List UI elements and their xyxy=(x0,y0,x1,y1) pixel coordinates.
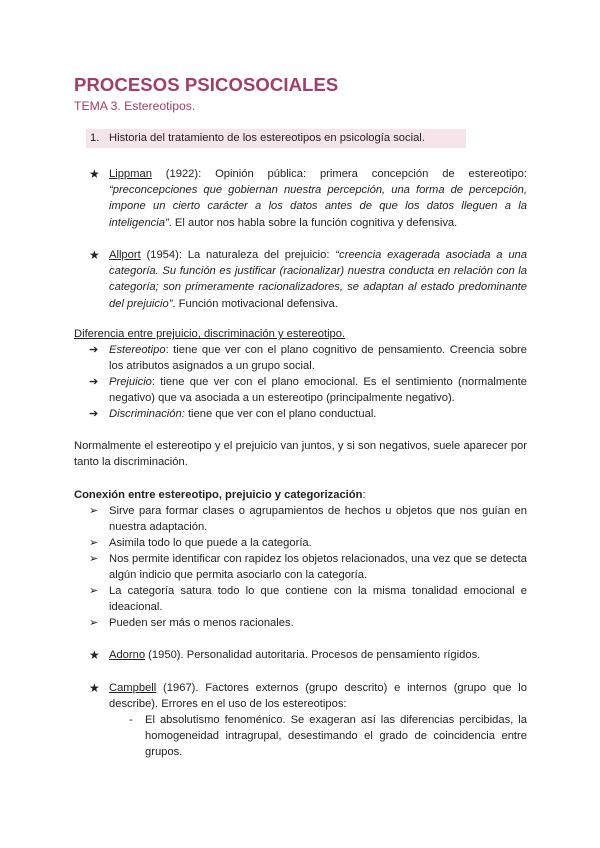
conexion-heading: Conexión entre estereotipo, prejuicio y categorización: xyxy=(74,489,366,501)
list-item: Sirve para formar clases o agrupamientos de hechos u objetos que nos guían en nuestra adaptación. xyxy=(109,505,527,534)
document-subtitle: TEMA 3. Estereotipos. xyxy=(74,99,196,113)
author-lippman: Lippman xyxy=(109,168,152,180)
author-allport: Allport xyxy=(109,249,141,261)
section-heading-text: Historia del tratamiento de los estereotipos en psicología social. xyxy=(109,132,425,144)
arrow-bullet-icon: ➔ xyxy=(89,344,99,356)
dash-bullet-icon: - xyxy=(129,714,133,726)
star-bullet-icon: ★ xyxy=(89,248,100,262)
document-title: PROCESOS PSICOSOCIALES xyxy=(74,74,339,95)
allport-paragraph: Allport (1954): La naturaleza del prejuicio: “creencia exagerada asociada a una categoría. Su función es justificar (racionalizar) nuestra conducta en relación con la categoría; son primeramente racionalizadores, se adaptan al estado predominante del prejuicio”. Función motivacional defensiva. xyxy=(109,249,527,310)
section-heading-highlight xyxy=(86,129,466,148)
list-item: La categoría satura todo lo que contiene con la misma tonalidad emocional e ideacional. xyxy=(109,585,527,614)
triangle-bullet-icon: ➢ xyxy=(89,553,99,565)
campbell-paragraph: Campbell (1967). Factores externos (grupo descrito) e internos (grupo que lo describe). Errores en el uso de los estereotipos: xyxy=(109,682,527,711)
list-item: Nos permite identificar con rapidez los objetos relacionados, una vez que se detecta algún indicio que permita asociarlo con la categoría. xyxy=(109,553,527,582)
triangle-bullet-icon: ➢ xyxy=(89,617,99,629)
lippman-paragraph: Lippman (1922): Opinión pública: primera concepción de estereotipo: “preconcepciones que gobiernan nuestra percepción, una forma de percepción, impone un cierto carácter a los datos antes de que los datos lleguen a la inteligencia”. El autor nos habla sobre la función cognitiva y defensiva. xyxy=(109,168,527,229)
list-item: Asimila todo lo que puede a la categoría. xyxy=(109,537,312,549)
difference-heading: Diferencia entre prejuicio, discriminación y estereotipo. xyxy=(74,328,346,340)
list-item: Estereotipo: tiene que ver con el plano cognitivo de pensamiento. Creencia sobre los atributos asignados a un grupo social. xyxy=(109,344,527,373)
list-item: Discriminación: tiene que ver con el plano conductual. xyxy=(109,408,377,420)
triangle-bullet-icon: ➢ xyxy=(89,505,99,517)
triangle-bullet-icon: ➢ xyxy=(89,585,99,597)
normal-paragraph: Normalmente el estereotipo y el prejuicio van juntos, y si son negativos, suele aparecer por tanto la discriminación. xyxy=(74,440,527,469)
campbell-subitem: El absolutismo fenoménico. Se exageran así las diferencias percibidas, la homogeneidad intragrupal, desestimando el grado de coincidencia entre grupos. xyxy=(145,714,527,759)
author-campbell: Campbell xyxy=(109,682,157,694)
section-number: 1. xyxy=(90,132,100,144)
arrow-bullet-icon: ➔ xyxy=(89,376,99,388)
list-item: Pueden ser más o menos racionales. xyxy=(109,617,294,629)
adorno-paragraph: Adorno (1950). Personalidad autoritaria. Procesos de pensamiento rígidos. xyxy=(109,649,481,661)
list-item: Prejuicio: tiene que ver con el plano emocional. Es el sentimiento (normalmente negativo) que va asociada a un estereotipo (principalmente negativo). xyxy=(109,376,527,405)
star-bullet-icon: ★ xyxy=(89,681,100,695)
author-adorno: Adorno xyxy=(109,649,146,661)
arrow-bullet-icon: ➔ xyxy=(89,408,99,420)
star-bullet-icon: ★ xyxy=(89,648,100,662)
star-bullet-icon: ★ xyxy=(89,167,100,181)
triangle-bullet-icon: ➢ xyxy=(89,537,99,549)
